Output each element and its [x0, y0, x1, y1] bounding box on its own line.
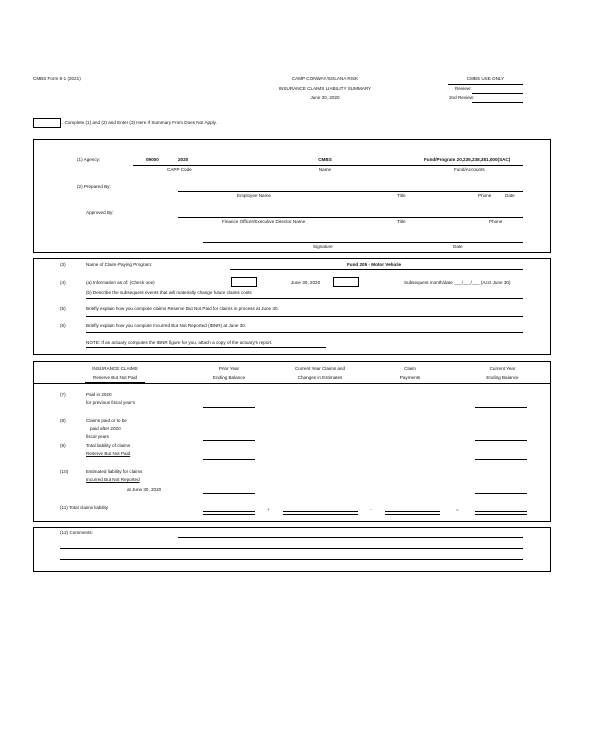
total-prior-double-rule: [203, 514, 255, 515]
row-8-line-2: paid after 2020: [90, 426, 121, 431]
row-7-line-2: for previous fiscal year's: [86, 400, 136, 405]
subsequent-checkbox[interactable]: [333, 277, 359, 287]
plus-sign: +: [267, 507, 270, 512]
june-30-date: June 30, 2020: [291, 280, 321, 285]
row-10-prior-field[interactable]: [203, 493, 255, 494]
second-review-label: 2nd Review:: [449, 95, 475, 100]
row-9-current-field[interactable]: [475, 459, 527, 460]
title-line-1: CAMP CONWAY/SOLANA RISK: [291, 76, 359, 81]
review-line[interactable]: [472, 93, 523, 94]
liability-section: [33, 361, 551, 522]
row-10-current-field[interactable]: [475, 493, 527, 494]
approved-by-label: Approved By:: [86, 210, 114, 215]
row-10-line-1: Estimated liability for claims: [86, 469, 143, 474]
approved-by-line[interactable]: [178, 217, 523, 218]
row-10-line-3: at June 30, 2020: [127, 487, 162, 492]
rbnp-explain-label: Briefly explain how you compute claims Reserve But Not Paid for claims in process at June 30.: [86, 306, 279, 311]
comments-label: (12) Comments:: [60, 530, 93, 535]
total-prior-field[interactable]: [203, 511, 255, 512]
row-9-prior-field[interactable]: [203, 459, 255, 460]
col-prior-year-header-2: Ending Balance: [212, 375, 246, 380]
minus-sign: -: [370, 507, 372, 512]
total-current-field[interactable]: [475, 511, 527, 512]
agency-name-value: CMBS: [318, 157, 332, 162]
finance-officer-caption: Finance Officer/Executive Director Name: [222, 219, 306, 224]
june-30-checkbox[interactable]: [231, 277, 257, 287]
col-claim-payments-header-1: Claim: [404, 366, 416, 371]
form-id: CMBS Form 8-1 (2021): [33, 76, 81, 81]
second-review-line[interactable]: [472, 102, 523, 103]
total-current-claims-double-rule: [283, 514, 358, 515]
row-8-current-field[interactable]: [475, 440, 527, 441]
row-8-line-3: fiscal years: [86, 434, 109, 439]
equals-sign: =: [456, 507, 459, 512]
row-10-line-2: Incurred But Not Reported: [86, 477, 140, 482]
signature-caption: Signature: [313, 244, 333, 249]
comments-line-1[interactable]: [178, 537, 523, 538]
capp-code-caption: CAPP Code: [167, 167, 192, 172]
describe-events-line[interactable]: [86, 298, 523, 299]
agency-label: (1) Agency:: [77, 157, 101, 162]
title-line-2: INSURANCE CLAIMS LIABILITY SUMMARY: [278, 86, 372, 91]
prepared-by-line[interactable]: [178, 191, 523, 192]
review-label: Review:: [455, 86, 472, 91]
row-7-number: (7): [60, 392, 66, 397]
total-current-claims-field[interactable]: [283, 511, 358, 512]
subsequent-date-label: Subsequent month/date ___/___/___ (Acct June 30): [404, 280, 511, 285]
col-claims-header-2: Reserve But Not Paid: [92, 375, 138, 380]
comments-line-2[interactable]: [60, 548, 523, 549]
instruction-text: . Complete (1) and (2) and Enter (3) Here If Summary From Does Not Apply.: [62, 120, 217, 125]
row-7-prior-field[interactable]: [203, 407, 255, 408]
rbnp-explain-line[interactable]: [86, 316, 523, 317]
total-payments-double-rule: [385, 514, 440, 515]
total-payments-field[interactable]: [385, 511, 440, 512]
name-caption: Name: [318, 167, 332, 172]
program-value: Fund 205 - Motor Vehicle: [347, 262, 402, 267]
item-5-number: (5): [60, 306, 66, 311]
col-current-ending-header-1: Current Year: [489, 366, 516, 371]
row-9-line-2: Reserve But Not Paid: [86, 451, 131, 456]
fund-caption: Fund/Accounts: [454, 167, 485, 172]
program-line[interactable]: [230, 269, 523, 270]
ibnr-explain-label: Briefly explain how you compute Incurred But Not Reported (IBNR) at June 30.: [86, 323, 247, 328]
row-8-number: (8): [60, 418, 66, 423]
header-rule: [33, 383, 551, 384]
prepared-by-label: (2) Prepared By:: [77, 184, 111, 189]
col-prior-year-header-1: Prior Year: [218, 366, 240, 371]
row-9-line-1: Total liability of claims: [86, 443, 131, 448]
comments-line-3[interactable]: [60, 559, 523, 560]
col-claims-header-1: INSURANCE CLAIMS: [92, 366, 138, 371]
ibnr-explain-line[interactable]: [86, 332, 523, 333]
total-liability-label: (11) Total claims liability: [60, 505, 109, 510]
describe-events-label: (b) Describe the subsequent events that will materially change future claims costs: [86, 290, 252, 295]
actuary-note: NOTE: If an actuary computes the IBNR figure for you, attach a copy of the actuary's report.: [86, 340, 273, 345]
cmbs-use-only: CMBS USE ONLY: [466, 76, 505, 81]
fund-value: Fund/Program 20,235,238,381,000(SAC): [424, 157, 511, 162]
row-10-number: (10): [60, 469, 69, 474]
signature-line[interactable]: [203, 242, 523, 243]
title-caption: Title: [397, 193, 406, 198]
date-caption: Date: [505, 193, 515, 198]
total-current-double-rule: [475, 514, 527, 515]
employee-name-caption: Employee Name: [237, 193, 271, 198]
phone-caption: Phone: [478, 193, 492, 198]
phone-caption-2: Phone: [489, 219, 503, 224]
capp-code: 2020: [178, 157, 189, 162]
title-caption-2: Title: [397, 219, 406, 224]
note-underline: [86, 347, 326, 348]
title-line-3: June 30, 2020: [310, 95, 340, 100]
date-caption-2: Date: [453, 244, 463, 249]
col-current-claims-header-1: Current Year Claims and: [294, 366, 346, 371]
row-9-number: (9): [60, 443, 66, 448]
item-6-number: (6): [60, 323, 66, 328]
item-3-number: (3): [60, 262, 66, 267]
program-label: Name of Claim-Paying Program:: [86, 262, 153, 267]
use-only-rule: [448, 84, 523, 85]
not-applicable-box[interactable]: [33, 118, 61, 128]
agency-code: 09000: [146, 157, 159, 162]
row-7-current-field[interactable]: [475, 407, 527, 408]
row-8-prior-field[interactable]: [203, 440, 255, 441]
item-4-number: (4): [60, 280, 66, 285]
row-7-line-1: Paid in 2020: [86, 392, 112, 397]
row-8-line-1: Claims paid or to be: [86, 418, 127, 423]
col-current-claims-header-2: Changes in Estimates: [297, 375, 343, 380]
col-claim-payments-header-2: Payments: [399, 375, 421, 380]
info-as-of-label: (a) Information as of: (Check one): [86, 280, 155, 285]
comments-section: [33, 527, 551, 572]
agency-line[interactable]: [133, 165, 523, 166]
col-current-ending-header-2: Ending Balance: [486, 375, 519, 380]
